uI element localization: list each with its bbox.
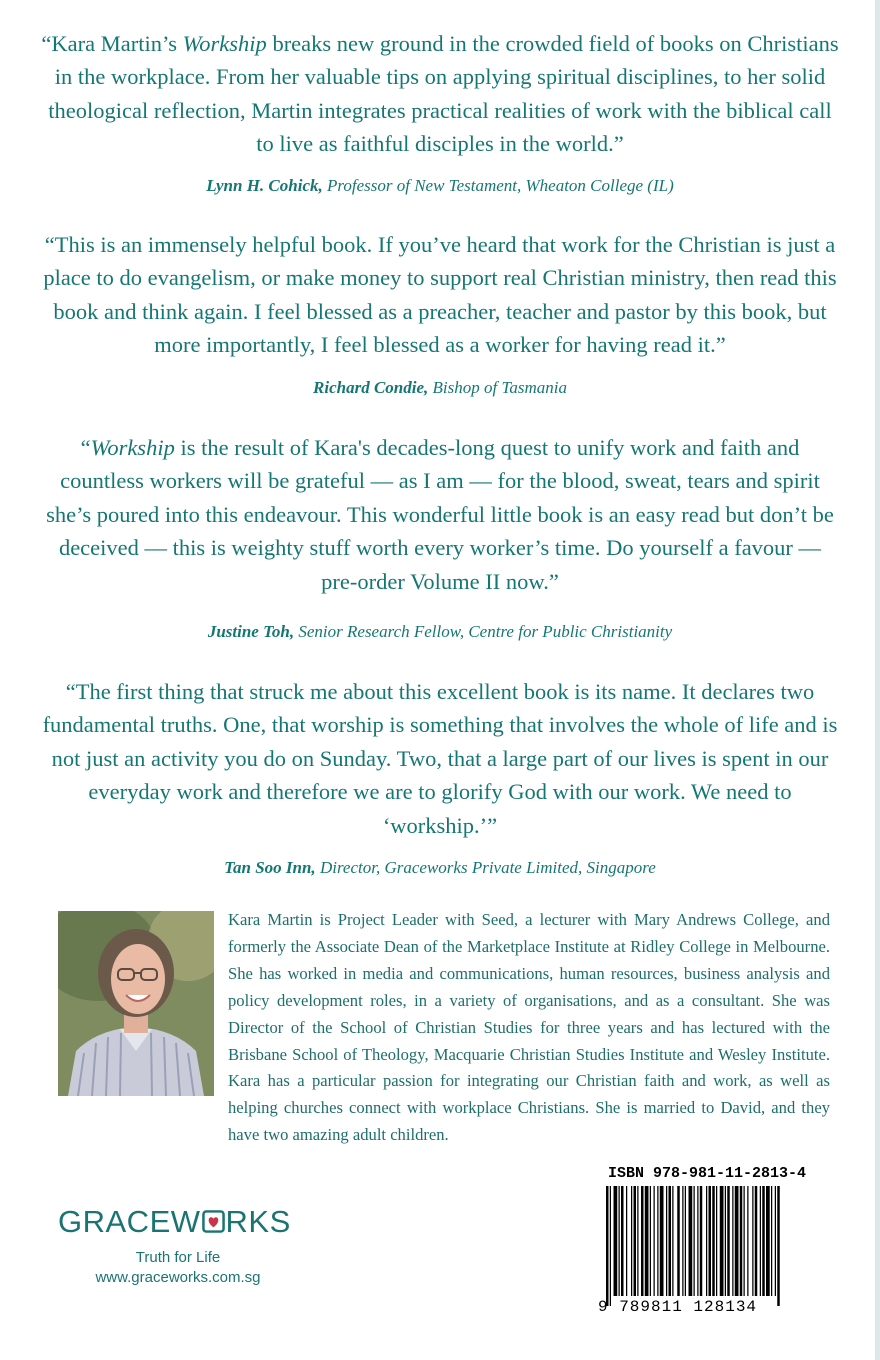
barcode-bar	[619, 1186, 620, 1296]
author-photo	[58, 911, 214, 1096]
publisher-url: www.graceworks.com.sg	[95, 1269, 261, 1286]
barcode-bar	[689, 1186, 693, 1296]
quote-text: is the result of Kara's decades-long quest to unify work and faith and countless workers will be grateful — as I am — for the blood, sweat, tears and spirit she’s poured into this endeavour. This wonderful little book is an easy read but don’t be deceived — this is weighty stuff worth every worker’s time. Do yourself a favour — pre-order Volume II now.”	[46, 435, 834, 594]
barcode-bar	[735, 1186, 739, 1296]
publisher-tagline: Truth for Life	[135, 1249, 221, 1266]
endorsement-attribution-2	[40, 378, 840, 398]
barcode-bar	[762, 1186, 765, 1296]
endorsement-quote-4	[40, 675, 840, 842]
barcode-bar	[747, 1186, 748, 1296]
quote-text: “Kara Martin’s	[41, 31, 183, 56]
barcode-bar	[634, 1186, 637, 1296]
barcode-bar	[631, 1186, 632, 1296]
endorsement-attribution-1	[40, 176, 840, 196]
barcode-bar	[650, 1186, 651, 1296]
barcode-bar	[725, 1186, 726, 1296]
endorser-name: Lynn H. Cohick,	[206, 176, 323, 195]
endorser-name: Richard Condie,	[313, 378, 429, 397]
wordmark-right: RKS	[225, 1204, 291, 1239]
isbn-label: ISBN 978-981-11-2813-4	[608, 1165, 807, 1182]
barcode-bar	[626, 1186, 627, 1296]
barcode-bar	[669, 1186, 672, 1296]
barcode-bar	[771, 1186, 772, 1296]
endorser-role: Senior Research Fellow, Centre for Public Christianity	[294, 622, 673, 641]
barcode-bar	[654, 1186, 655, 1296]
barcode-bar	[682, 1186, 683, 1296]
barcode-bar	[755, 1186, 758, 1296]
barcode-bar	[775, 1186, 776, 1296]
barcode-bar	[694, 1186, 695, 1296]
barcode-bar	[766, 1186, 770, 1296]
barcode-bar	[660, 1186, 664, 1296]
book-title: Workship	[182, 31, 267, 56]
barcode-bar	[720, 1186, 724, 1296]
book-title: Workship	[90, 435, 175, 460]
barcode-bar	[744, 1186, 745, 1296]
author-bio: Kara Martin is Project Leader with Seed, a lecturer with Mary Andrews College, and formerly the Associate Dean of the Marketplace Institute at Ridley College in Melbourne. She has worked in media and communications, human resources, business analysis and policy development roles, in a variety of organisations, and as a consultant. She was Director of the School of Christian Studies for three years and has lectured with the Brisbane School of Theology, Macquarie Christian Studies Institute and Wesley Institute. Kara has a particular passion for integrating our Christian faith and work, as well as helping churches connect with workplace Christians. She is married to David, and they have two amazing adult children.	[228, 910, 830, 1145]
barcode-bar	[677, 1186, 680, 1296]
barcode-bar	[740, 1186, 743, 1296]
barcode-bar	[709, 1186, 712, 1296]
barcode-bar	[610, 1186, 611, 1306]
wordmark-left: GRACEW	[58, 1204, 201, 1239]
barcode-digits: 9 789811 128134	[598, 1298, 758, 1316]
endorser-name: Justine Toh,	[207, 622, 295, 641]
page-edge	[875, 0, 880, 1360]
barcode-bar	[706, 1186, 707, 1296]
barcode-bar	[666, 1186, 667, 1296]
barcode-bar	[614, 1186, 618, 1296]
endorser-name: Tan Soo Inn,	[224, 858, 316, 877]
endorsement-quote-2	[40, 228, 840, 362]
endorsement-attribution-3	[40, 622, 840, 642]
barcode-bars	[598, 1160, 820, 1320]
endorser-role: Bishop of Tasmania	[428, 378, 567, 397]
barcode-bar	[732, 1186, 733, 1296]
quote-text: “The first thing that struck me about this excellent book is its name. It declares two fundamental truths. One, that worship is something that involves the whole of life and is not just an activity you do on Sunday. Two, that a large part of our lives is spent in our everyday work and therefore we are to glorify God with our work. We need to ‘workship.’”	[42, 679, 838, 838]
barcode-bar	[641, 1186, 644, 1296]
barcode-bar	[637, 1186, 638, 1296]
quote-text: “	[80, 435, 91, 460]
quote-text: breaks new ground in the crowded field of books on Christians in the workplace. From her valuable tips on applying spiritual disciplines, to her solid theological reflection, Martin integrates practical realities of work with the biblical call to live as faithful disciples in the world.”	[48, 31, 839, 157]
endorsement-quote-3	[40, 431, 840, 598]
author-portrait-illustration	[58, 911, 214, 1096]
barcode-bar	[672, 1186, 673, 1296]
quote-text: “This is an immensely helpful book. If you’ve heard that work for the Christian is just a place to do evangelism, or make money to support real Christian ministry, then read this book and think again. I feel blessed as a preacher, teacher and pastor by this book, but more importantly, I feel blessed as a worker for having read it.”	[43, 232, 837, 358]
barcode-bar	[727, 1186, 730, 1296]
barcode-bar	[752, 1186, 753, 1296]
heart-icon	[202, 1210, 225, 1233]
barcode-bar	[712, 1186, 715, 1296]
endorser-role: Professor of New Testament, Wheaton College (IL)	[322, 176, 674, 195]
barcode-bar	[657, 1186, 658, 1296]
barcode-bar	[700, 1186, 703, 1296]
endorsement-attribution-4	[40, 858, 840, 878]
publisher-wordmark	[58, 1204, 298, 1240]
barcode-bar	[716, 1186, 717, 1296]
barcode-bar	[777, 1186, 780, 1306]
barcode-bar	[697, 1186, 698, 1296]
endorsement-quote-1	[40, 27, 840, 161]
publisher-logo	[58, 1204, 298, 1288]
barcode-bar	[685, 1186, 686, 1296]
isbn-barcode	[598, 1160, 820, 1320]
barcode-bar	[621, 1186, 624, 1296]
endorser-role: Director, Graceworks Private Limited, Singapore	[315, 858, 656, 877]
barcode-bar	[645, 1186, 649, 1296]
barcode-bar	[606, 1186, 609, 1306]
barcode-bar	[760, 1186, 761, 1296]
